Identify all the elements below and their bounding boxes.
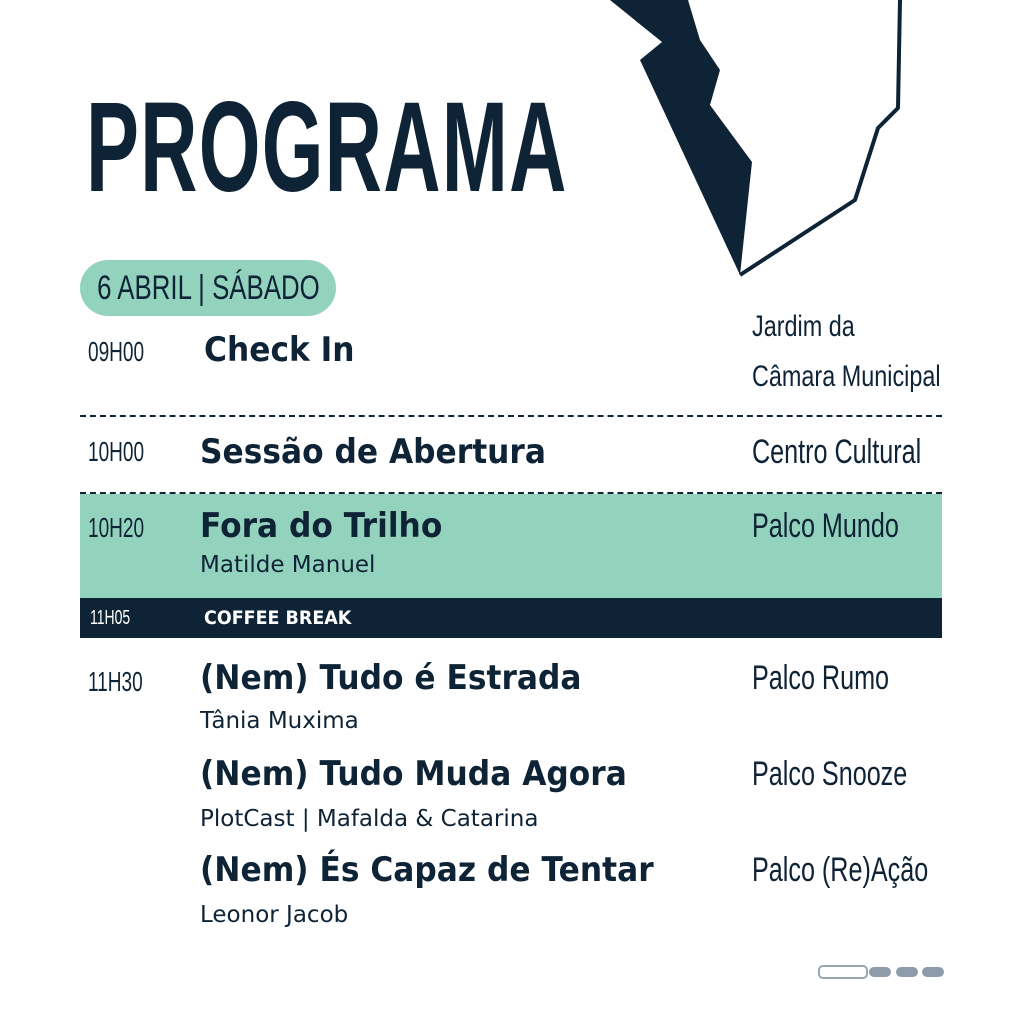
event-speaker: Leonor Jacob [200, 902, 349, 928]
date-label: 6 ABRIL | SÁBADO [96, 268, 320, 307]
page-indicator-active[interactable] [818, 965, 868, 979]
event-title: (Nem) Tudo Muda Agora [200, 754, 627, 794]
event-speaker: Tânia Muxima [200, 708, 359, 734]
event-title: Sessão de Abertura [200, 432, 546, 472]
page-indicator-dot[interactable] [869, 967, 891, 977]
coffee-break-label: COFFEE BREAK [204, 607, 352, 629]
event-title: Check In [204, 330, 355, 370]
time-label: 10H00 [88, 436, 145, 467]
page-indicator-dot[interactable] [922, 967, 944, 977]
time-label: 09H00 [88, 336, 145, 367]
event-venue: Jardim da [752, 310, 855, 343]
page-title: PROGRAMA [86, 76, 568, 219]
event-title: (Nem) És Capaz de Tentar [200, 850, 654, 890]
row-divider [80, 415, 942, 417]
event-venue: Palco Snooze [752, 755, 908, 793]
event-venue: Palco Mundo [752, 507, 899, 545]
page-indicator-dot[interactable] [896, 967, 918, 977]
time-label: 11H30 [88, 666, 143, 697]
event-venue: Palco Rumo [752, 659, 890, 697]
event-venue: Palco (Re)Ação [752, 851, 929, 889]
event-title: Fora do Trilho [200, 506, 443, 546]
event-venue: Câmara Municipal [752, 360, 941, 393]
event-venue: Centro Cultural [752, 433, 922, 471]
event-title: (Nem) Tudo é Estrada [200, 658, 582, 698]
event-speaker: Matilde Manuel [200, 552, 376, 578]
time-label: 10H20 [88, 512, 145, 543]
map-shape-illustration [600, 0, 1024, 290]
event-speaker: PlotCast | Mafalda & Catarina [200, 806, 539, 832]
date-badge [80, 260, 336, 316]
time-label: 11H05 [90, 607, 131, 629]
